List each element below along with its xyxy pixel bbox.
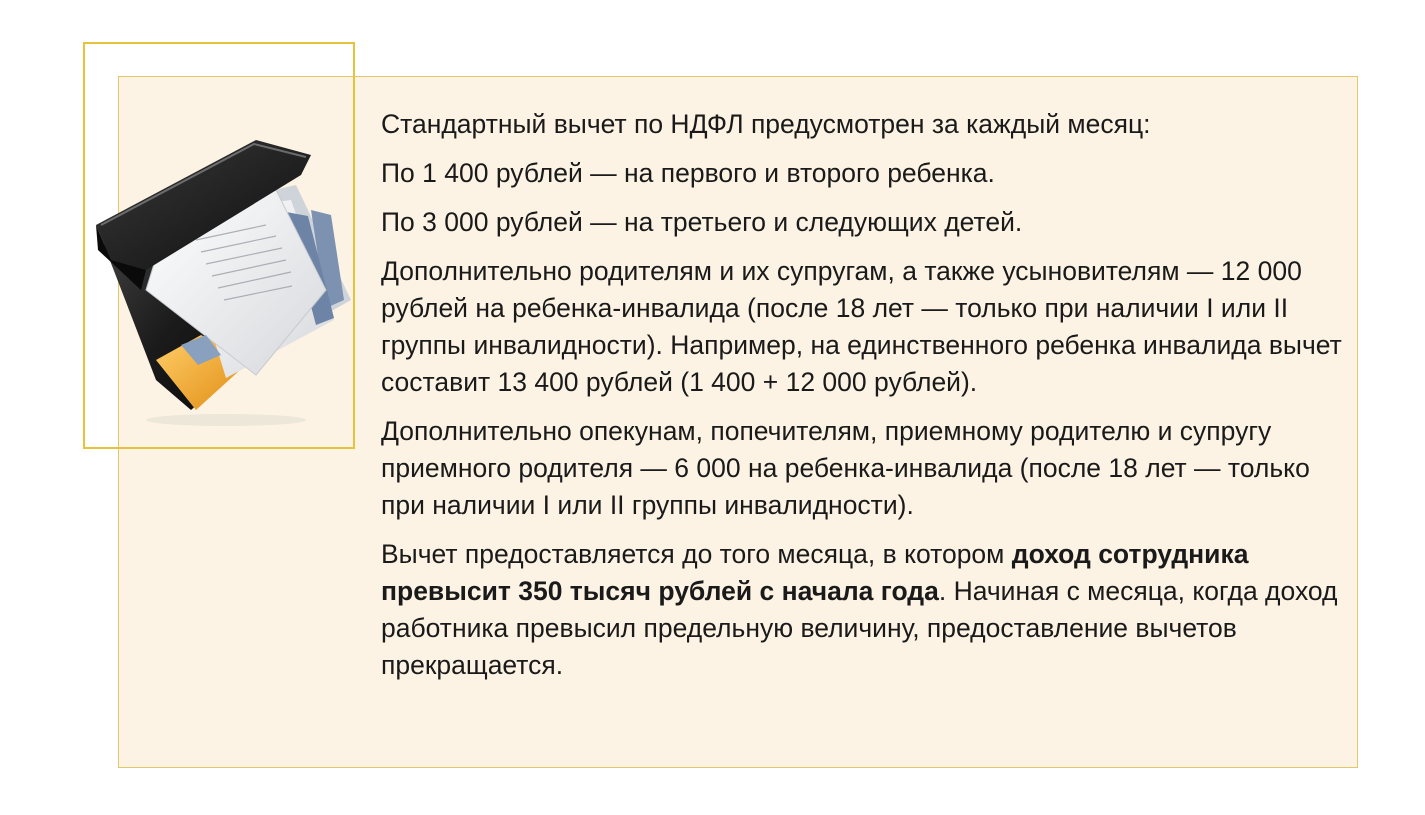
- accent-frame: [83, 42, 355, 449]
- paragraph-6: [381, 536, 1346, 684]
- paragraph-6-start: Вычет предоставляется до того месяца, в котором: [381, 539, 1012, 569]
- paragraph-2: По 1 400 рублей — на первого и второго ребенка.: [381, 158, 995, 188]
- paragraph-6-end: . Начиная с месяца, когда доход работника превысил предельную величину, предоставление вычетов прекращается.: [381, 576, 1338, 680]
- paragraph-3: По 3 000 рублей — на третьего и следующих детей.: [381, 207, 1023, 237]
- paragraph-1: Стандартный вычет по НДФЛ предусмотрен за каждый месяц:: [381, 109, 1151, 139]
- paragraph-4: Дополнительно родителям и их супругам, а также усыновителям — 12 000 рублей на ребенка-инвалида (после 18 лет — только при наличии I или II группы инвалидности). Например, на единственного ребенка инвалида вычет составит 13 400 рублей (1 400 + 12 000 рублей).: [381, 256, 1342, 397]
- paragraph-5: Дополнительно опекунам, попечителям, приемному родителю и супругу приемного родителя — 6 000 на ребенка-инвалида (после 18 лет — только при наличии I или II группы инвалидности).: [381, 416, 1310, 520]
- text-block: [381, 106, 1346, 696]
- paragraph-6-bold: доход сотрудника превысит 350 тысяч рублей с начала года: [381, 539, 1249, 606]
